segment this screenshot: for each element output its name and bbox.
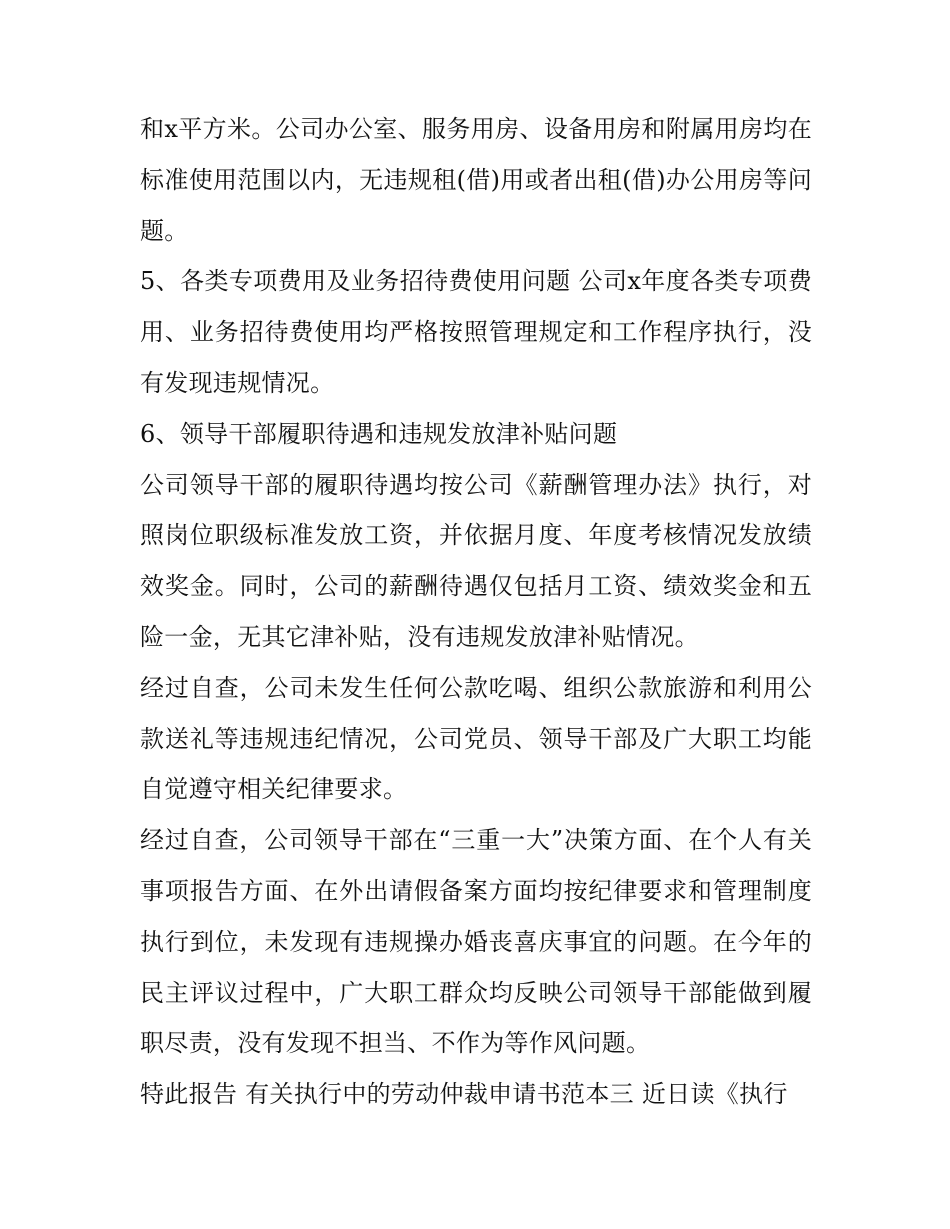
paragraph-heading-allowances: 6、领导干部履职待遇和违规发放津补贴问题	[140, 419, 618, 448]
paragraph-self-check-discipline: 经过自查，公司未发生任何公款吃喝、组织公款旅游和利用公款送礼等违规违纪情况，公司党员、领导干部及广大职工均能自觉遵守相关纪律要求。	[140, 673, 812, 804]
paragraph-self-check-leadership: 经过自查，公司领导干部在“三重一大”决策方面、在个人有关事项报告方面、在外出请假备案方面均按纪律要求和管理制度执行到位，未发现有违规操办婚丧喜庆事宜的问题。在今年的民主评议过程中，广大职工群众均反映公司领导干部能做到履职尽责，没有发现不担当、不作为等作风问题。	[140, 826, 812, 1058]
paragraph-special-expenses: 5、各类专项费用及业务招待费使用问题 公司x年度各类专项费用、业务招待费使用均严格按照管理规定和工作程序执行，没有发现违规情况。	[140, 267, 812, 397]
document-body	[140, 104, 812, 1120]
paragraph-closing: 特此报告 有关执行中的劳动仲裁申请书范本三 近日读《执行	[140, 1080, 788, 1109]
paragraph-office-space: 和x平方米。公司办公室、服务用房、设备用房和附属用房均在标准使用范围以内，无违规租(借)用或者出租(借)办公用房等问题。	[140, 115, 812, 245]
paragraph-salary-policy: 公司领导干部的履职待遇均按公司《薪酬管理办法》执行，对照岗位职级标准发放工资，并依据月度、年度考核情况发放绩效奖金。同时，公司的薪酬待遇仅包括月工资、绩效奖金和五险一金，无其它津补贴，没有违规发放津补贴情况。	[140, 470, 812, 651]
